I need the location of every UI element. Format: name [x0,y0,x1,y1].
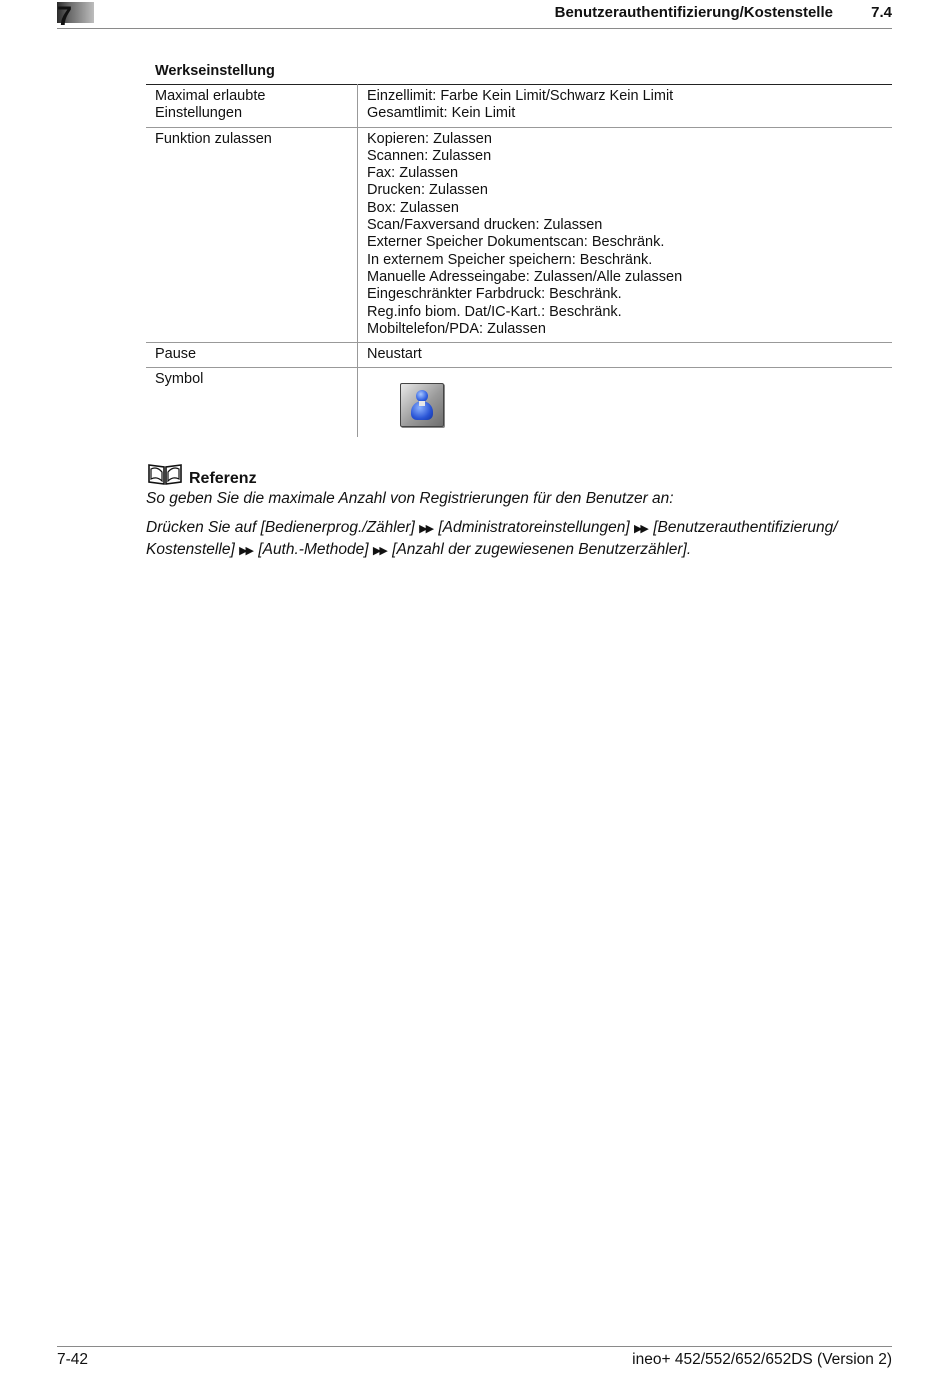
step-text: [Benutzerauthentifizierung/ [653,519,838,536]
row-label [146,368,358,437]
label-line: Einstellungen [155,105,243,122]
step-text: Drücken Sie auf [Bedienerprog./Zähler] [146,519,415,536]
page-number: 7-42 [57,1351,89,1368]
step-text: [Administratoreinstellungen] [438,519,630,536]
settings-table-block [146,62,892,437]
book-icon [147,462,183,486]
value-line: Fax: Zulassen [367,165,459,182]
settings-table [146,84,892,437]
footer-divider [57,1346,892,1347]
table-row [146,85,892,128]
value-line: Reg.info biom. Dat/IC-Kart.: Beschränk. [367,303,622,320]
value-line: Einzellimit: Farbe Kein Limit/Schwarz Kein Limit [367,88,674,104]
double-arrow-icon: ▶▶ [372,544,386,557]
reference-steps [146,518,886,561]
table-title: Werkseinstellung [155,63,275,79]
value-line: Eingeschränkter Farbdruck: Beschränk. [367,286,622,303]
row-value [358,368,893,437]
user-icon [400,383,444,427]
reference-text: So geben Sie die maximale Anzahl von Registrierungen für den Benutzer an: [146,490,674,507]
product-name: ineo+ 452/552/652/652DS (Version 2) [632,1351,892,1368]
value-line: Scan/Faxversand drucken: Zulassen [367,217,603,234]
label-line: Funktion zulassen [155,130,272,147]
value-line: Drucken: Zulassen [367,182,488,199]
double-arrow-icon: ▶▶ [419,523,433,535]
label-line: Maximal erlaubte [155,88,266,104]
double-arrow-icon: ▶▶ [239,544,252,557]
header-section-number: 7.4 [871,4,892,21]
label-line: Pause [155,346,197,363]
header-title: Benutzerauthentifizierung/Kostenstelle [554,4,833,21]
double-arrow-icon: ▶▶ [633,523,647,535]
row-label [146,343,358,368]
value-line: Scannen: Zulassen [367,147,492,164]
row-label [146,85,358,128]
value-line: Externer Speicher Dokumentscan: Beschränk. [367,234,665,251]
row-label [146,127,358,343]
reference-title: Referenz [189,470,257,487]
row-value [358,127,893,343]
table-row [146,368,892,437]
step-text: [Anzahl der zugewiesenen Benutzerzähler]. [392,540,692,558]
header-divider [57,28,892,29]
value-line: Manuelle Adresseingabe: Zulassen/Alle zulassen [367,268,683,285]
table-row [146,127,892,343]
step-text: [Auth.-Methode] [258,540,369,558]
value-line: Kopieren: Zulassen [367,130,492,147]
row-value [358,85,893,128]
step-text: Kostenstelle] [146,540,235,558]
label-line: Symbol [155,371,204,388]
value-line: In externem Speicher speichern: Beschränk. [367,251,653,268]
table-row [146,343,892,368]
value-line: Gesamtlimit: Kein Limit [367,105,516,122]
value-line: Neustart [367,346,422,363]
value-line: Box: Zulassen [367,199,459,216]
chapter-number: 7 [57,1,73,31]
row-value [358,343,893,368]
value-line: Mobiltelefon/PDA: Zulassen [367,320,546,337]
